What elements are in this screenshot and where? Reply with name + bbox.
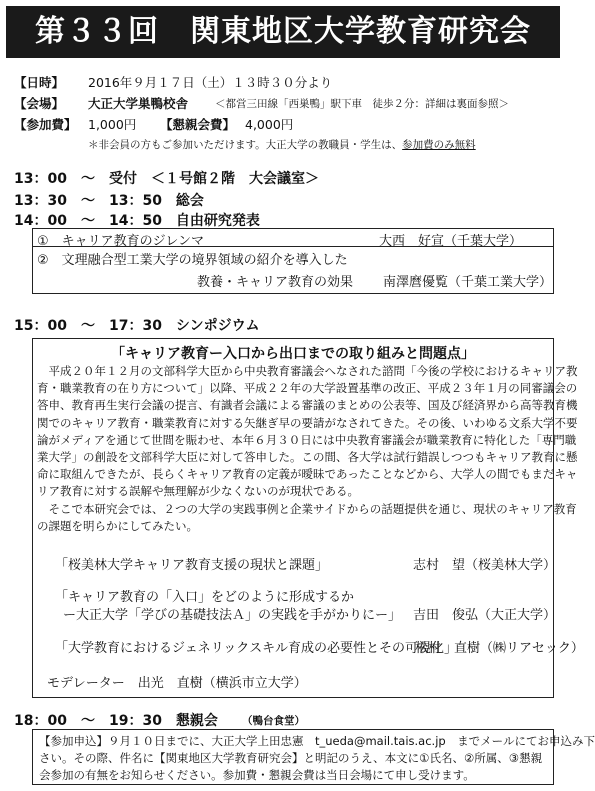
talk-2-subtitle: ー大正大学「学びの基礎技法Ａ」の実践を手がかりにー」 bbox=[63, 608, 402, 623]
symposium-paragraph: 平成２０年１２月の文部科学大臣から中央教育審議会へなされた諮問「今後の学校におけるキャリア教 育・職業教育の在り方について」以降、平成２２年の大学設置基準の改正、平成２３年１月の同審議会の 答申、教育再生実行会議の提言、有識者会議による審議のまとめの公表等、国及び経済界から高等教育機 関でのキャリア教育・職業教育に対する矢継ぎ早の要請がなされてきた。その後、いわゆる文系大学不要 論がメディアを通じて世間を賑わせ、本年６月３０日には中央教育審議会が職業教育に特化した「専門職 業大学」の創設を文部科学大臣に対して答申した。この間、各大学は試行錯誤しつつもキャリア教育に懸 命に取組んできたが、長らくキャリア教育の定義が曖昧であったことなどから、大学人の間でもまだキャ リア教育に対する誤解や無理解が少なくないのが現状である。 そこで本研究会では、２つの大学の実践事例と企業サイドからの話題提供を通じ、現状のキャリア教育 の課題を明らかにしてみたい。 bbox=[37, 364, 578, 533]
application-box bbox=[32, 729, 595, 785]
venue-note: ＜都営三田線「西巣鴨」駅下車 徒歩２分：詳細は裏面参照＞ bbox=[215, 98, 509, 110]
reception-line: 13：00 ～ 受付 ＜１号館２階 大会議室＞ bbox=[14, 171, 319, 187]
date-label: 【日時】 bbox=[14, 75, 65, 90]
party-line: 18：00 ～ 19：30 懇親会 bbox=[14, 713, 218, 729]
venue-value: 大正大学巣鴨校舎 bbox=[88, 96, 189, 111]
presentation-2-title: ② 文理融合型工業大学の境界領域の紹介を導入した bbox=[37, 253, 348, 268]
presentation-2-presenter: 南澤麿優覧（千葉工業大学） bbox=[383, 275, 553, 290]
application-line-2: さい。その際、件名に【関東地区大学教育研究会】と明記のうえ、本文に①氏名、②所属、③懇親 bbox=[39, 751, 543, 765]
presentations-table bbox=[32, 228, 554, 294]
general-meeting-line: 13：30 ～ 13：50 総会 bbox=[14, 193, 204, 209]
symposium-line: 15：00 ～ 17：30 シンポジウム bbox=[14, 318, 260, 334]
page-title: 第３３回 関東地区大学教育研究会 bbox=[6, 6, 560, 58]
party-place: （鴨台食堂） bbox=[242, 715, 305, 727]
talk-3-speaker: 松村 直樹（㈱リアセック） bbox=[415, 641, 584, 656]
talk-2-speaker: 吉田 俊弘（大正大学） bbox=[413, 608, 557, 623]
presentation-2-subtitle: 教養・キャリア教育の効果 bbox=[197, 275, 354, 290]
talk-3-title: 「大学教育におけるジェネリックスキル育成の必要性とその可視化」 bbox=[55, 641, 457, 656]
fee-value: 1,000円 bbox=[88, 117, 137, 132]
symposium-heading: 「キャリア教育ー入口から出口までの取り組みと問題点」 bbox=[111, 346, 475, 362]
symposium-box bbox=[32, 338, 584, 698]
party-fee-label: 【懇親会費】 bbox=[160, 117, 236, 132]
application-line-3: 会参加の有無をお知らせください。参加費・懇親会費は当日会場にて申し受けます。 bbox=[39, 768, 475, 782]
presentation-1-title: ① キャリア教育のジレンマ bbox=[37, 234, 205, 249]
free-research-line: 14：00 ～ 14：50 自由研究発表 bbox=[14, 213, 260, 229]
application-email[interactable]: t_ueda@mail.tais.ac.jp bbox=[315, 734, 446, 748]
party-fee-value: 4,000円 bbox=[245, 117, 294, 132]
date-value: 2016年９月１７日（土）１３時３０分より bbox=[88, 75, 333, 90]
venue-label: 【会場】 bbox=[14, 96, 65, 111]
moderator: モデレーター 出光 直樹（横浜市立大学） bbox=[47, 676, 307, 691]
fee-note: ＊非会員の方もご参加いただけます。大正大学の教職員・学生は、参加費のみ無料 bbox=[88, 139, 476, 151]
application-line-1: 【参加申込】９月１０日までに、大正大学上田忠憲 t_ueda@mail.tais.ac.jp までメールにてお申込み下 bbox=[39, 734, 595, 748]
presentation-1-presenter: 大西 好宣（千葉大学） bbox=[379, 234, 523, 249]
talk-1-title: 「桜美林大学キャリア教育支援の現状と課題」 bbox=[55, 558, 329, 573]
fee-label: 【参加費】 bbox=[14, 117, 77, 132]
talk-1-speaker: 志村 望（桜美林大学） bbox=[413, 558, 557, 573]
talk-2-title: 「キャリア教育の「入口」をどのように形成するか bbox=[55, 590, 355, 605]
